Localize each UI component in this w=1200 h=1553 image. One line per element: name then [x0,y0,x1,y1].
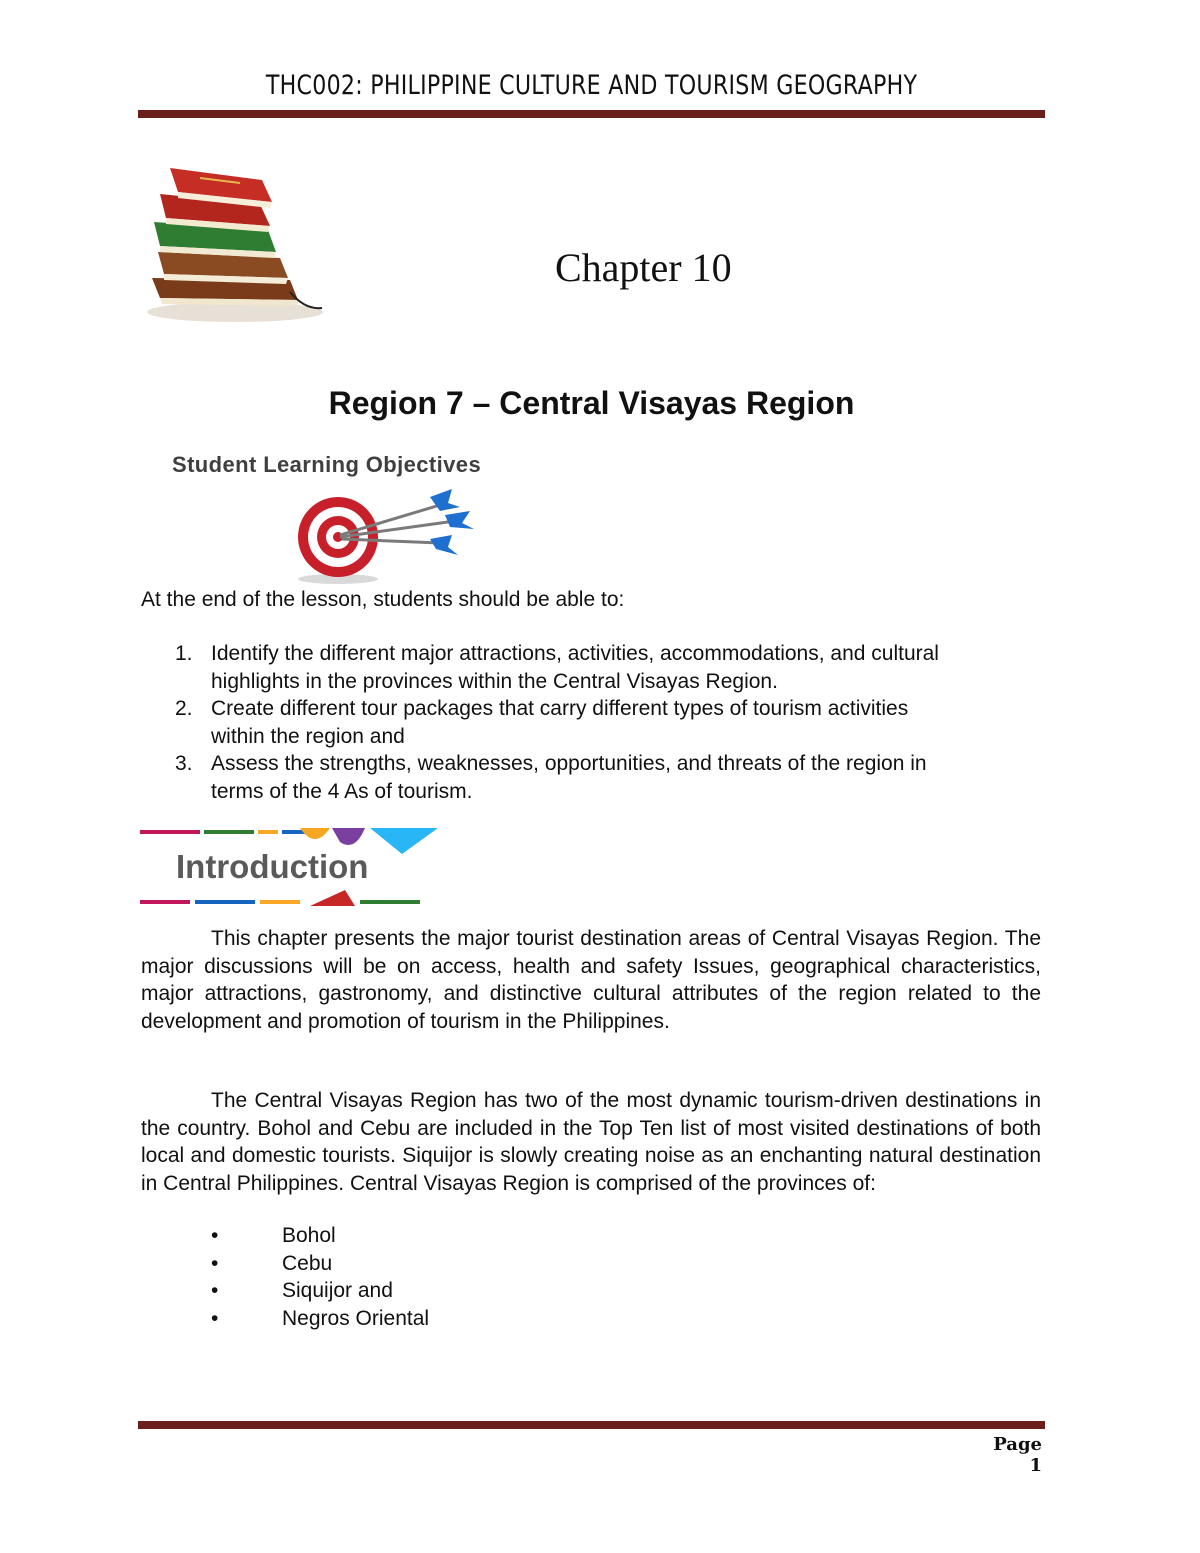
header-rule [138,110,1045,118]
provinces-list [141,1222,429,1332]
page-number: Page 1 [993,1434,1042,1476]
list-item [141,1305,429,1333]
introduction-paragraph-2: The Central Visayas Region has two of the most dynamic tourism-driven destinations in the country. Bohol and Cebu are included in the Top Ten list of most visited destinations of both local and domestic tourists. Siquijor is slowly creating noise as an enchanting natural destination in Central Philippines. Central Visayas Region is comprised of the provinces of: [141,1089,1041,1195]
bullet-icon: • [211,1306,219,1330]
province-name: Negros Oriental [282,1306,430,1330]
province-name: Cebu [282,1251,333,1275]
list-item [141,1250,429,1278]
list-item-line: Identify the different major attractions, activities, accommodations, and cultural [211,642,939,665]
objectives-heading: Student Learning Objectives [172,452,482,477]
introduction-heading: Introduction [176,848,369,885]
footer-rule [138,1421,1045,1429]
list-item-line: highlights in the provinces within the Central Visayas Region. [211,669,778,693]
books-icon [140,160,330,325]
target-darts-icon [290,485,485,585]
province-name: Bohol [282,1224,336,1247]
list-item [141,1277,429,1305]
bullet-icon: • [211,1224,219,1247]
list-item-number: 2. [175,697,193,720]
list-item-number: 1. [175,642,193,665]
list-item-line: Assess the strengths, weaknesses, opportunities, and threats of the region in [211,752,927,775]
list-item [141,750,1041,805]
list-item [141,695,1041,750]
document-header-title: THC002: PHILIPPINE CULTURE AND TOURISM GEOGRAPHY [265,70,918,101]
bullet-icon: • [211,1279,219,1302]
province-name: Siquijor and [282,1279,393,1302]
list-item-line: within the region and [211,724,405,748]
bullet-icon: • [211,1251,219,1275]
list-item-number: 3. [175,752,193,775]
introduction-paragraph-1: This chapter presents the major tourist destination areas of Central Visayas Region. The major discussions will be on access, health and safety Issues, geographical characteristics, major attractions, gastronomy, and distinctive cultural attributes of the region related to the development and promotion of tourism in the Philippines. [141,927,1041,1033]
objectives-intro: At the end of the lesson, students should be able to: [141,588,625,611]
list-item [141,640,1041,695]
region-title: Region 7 – Central Visayas Region [328,385,855,421]
objectives-list [141,640,1041,805]
list-item-line: terms of the 4 As of tourism. [211,779,473,803]
list-item [141,1222,429,1250]
chapter-label: Chapter 10 [555,245,732,290]
list-item-line: Create different tour packages that carry different types of tourism activities [211,697,909,720]
